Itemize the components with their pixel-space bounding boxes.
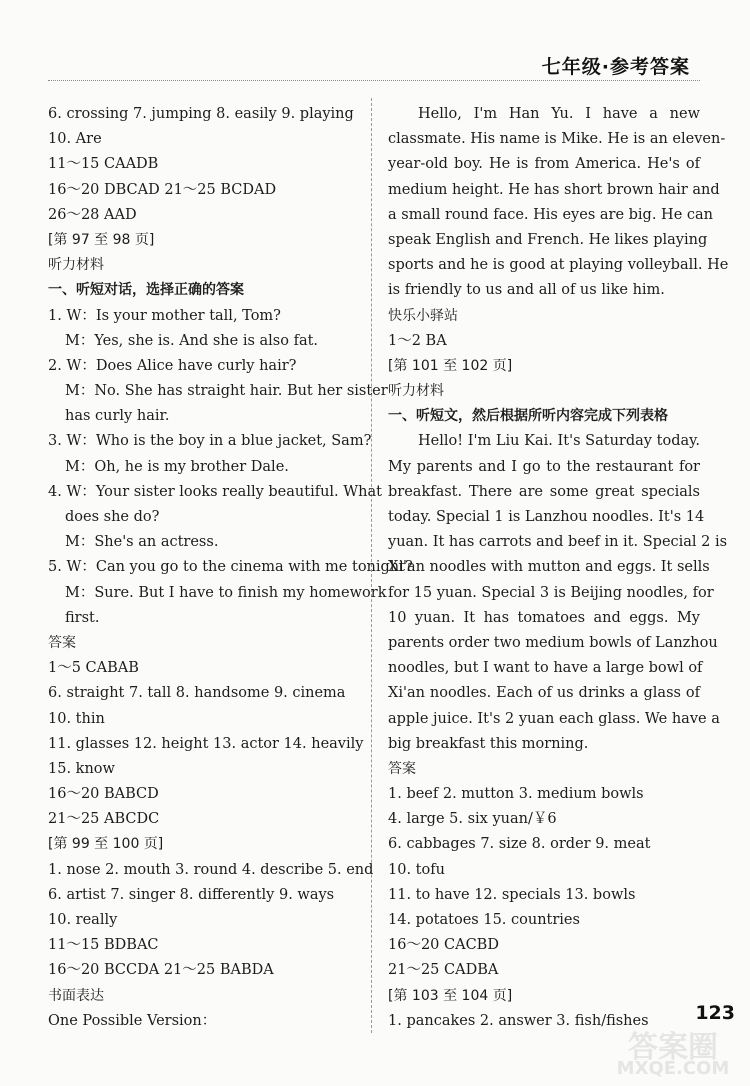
text-line: 1. W：Is your mother tall, Tom? (48, 307, 281, 324)
text-line: medium height. He has short brown hair and (388, 181, 720, 198)
text-line: apple juice. It's 2 yuan each glass. We have a (388, 710, 720, 727)
text-line: M：Yes, she is. And she is also fat. (65, 332, 319, 349)
text-line: 16～20 CACBD (388, 937, 499, 954)
page-number: 123 (695, 1002, 735, 1024)
text-line: 15. know (48, 760, 115, 777)
text-line: 21～25 CADBA (388, 962, 499, 979)
text-line: 1. nose 2. mouth 3. round 4. describe 5. end (48, 861, 374, 878)
text-line: 4. large 5. six yuan/￥6 (388, 811, 557, 828)
text-line: Xi'an noodles with mutton and eggs. It sells (388, 559, 710, 576)
text-line: today. Special 1 is Lanzhou noodles. It's 14 (388, 509, 705, 525)
text-line: breakfast. There are some great specials (388, 483, 700, 500)
watermark-url: MXQE.COM (616, 1058, 730, 1079)
text-line: noodles, but I want to have a large bowl of (388, 660, 703, 677)
text-line: 快乐小驿站 (388, 307, 458, 324)
text-line: 14. potatoes 15. countries (388, 912, 580, 928)
text-line: 听力材料 (388, 383, 444, 400)
text-line: does she do? (65, 509, 160, 525)
text-line: 4. W：Your sister looks really beautiful. What (48, 483, 382, 500)
text-line: yuan. It has carrots and beef in it. Special 2 is (388, 534, 728, 551)
text-line: 5. W：Can you go to the cinema with me tonight? (48, 559, 413, 576)
text-line: 2. W：Does Alice have curly hair? (48, 357, 297, 374)
text-line: One Possible Version： (48, 1012, 217, 1029)
text-line: M：She's an actress. (65, 534, 219, 551)
text-line: [第 101 至 102 页] (388, 357, 513, 374)
text-line: My parents and I go to the restaurant for (388, 458, 700, 475)
text-line: 11. to have 12. specials 13. bowls (388, 886, 636, 903)
text-line: year-old boy. He is from America. He's of (388, 156, 700, 173)
text-line: 1. pancakes 2. answer 3. fish/fishes (388, 1012, 649, 1029)
text-line: 11～15 CAADB (48, 156, 159, 173)
text-line: 10 yuan. It has tomatoes and eggs. My (388, 609, 700, 626)
text-line: 书面表达 (48, 987, 104, 1004)
text-line: [第 99 至 100 页] (48, 836, 164, 853)
text-line: 1～5 CABAB (48, 660, 139, 677)
text-line: M：Sure. But I have to finish my homework (65, 584, 387, 601)
text-line: is friendly to us and all of us like him. (388, 282, 665, 299)
text-line: sports and he is good at playing volleyball. He (388, 257, 729, 274)
text-line: 6. artist 7. singer 8. differently 9. ways (48, 886, 335, 903)
text-line: M：No. She has straight hair. But her sister (65, 383, 388, 400)
text-line: 6. straight 7. tall 8. handsome 9. cinema (48, 685, 346, 702)
text-line: first. (65, 609, 100, 626)
text-line: Hello, I'm Han Yu. I have a new (418, 106, 700, 122)
text-line: classmate. His name is Mike. He is an eleven- (388, 131, 726, 148)
page-header-title: 七年级·参考答案 (541, 56, 690, 78)
text-line: Xi'an noodles. Each of us drinks a glass of (388, 685, 700, 702)
text-line: 答案 (388, 760, 416, 777)
text-line: 一、听短对话，选择正确的答案 (48, 282, 244, 299)
text-line: has curly hair. (65, 408, 170, 425)
text-line: [第 103 至 104 页] (388, 987, 513, 1004)
text-line: parents order two medium bowls of Lanzhou (388, 634, 718, 651)
text-line: speak English and French. He likes playing (388, 231, 708, 248)
text-line: 一、听短文，然后根据所听内容完成下列表格 (388, 408, 668, 425)
text-line: 1. beef 2. mutton 3. medium bowls (388, 786, 644, 803)
text-line: a small round face. His eyes are big. He can (388, 206, 713, 223)
header-divider (48, 80, 700, 81)
text-line: M：Oh, he is my brother Dale. (65, 458, 289, 475)
text-line: 6. crossing 7. jumping 8. easily 9. playing (48, 106, 354, 122)
text-line: 答案 (48, 634, 76, 651)
watermark-text: 答案圈 (628, 1030, 718, 1065)
text-line: for 15 yuan. Special 3 is Beijing noodles, for (388, 584, 714, 601)
text-line: 10. Are (48, 131, 102, 148)
text-line: 6. cabbages 7. size 8. order 9. meat (388, 836, 651, 853)
text-line: 10. really (48, 912, 118, 928)
text-line: 听力材料 (48, 257, 104, 274)
text-line: Hello! I'm Liu Kai. It's Saturday today. (418, 433, 700, 450)
text-line: 16～20 BABCD (48, 786, 159, 803)
text-line: 10. thin (48, 710, 105, 727)
text-line: [第 97 至 98 页] (48, 231, 155, 248)
text-line: 1～2 BA (388, 332, 447, 349)
left-column (48, 102, 413, 1034)
text-line: big breakfast this morning. (388, 735, 589, 752)
text-line: 10. tofu (388, 861, 445, 878)
text-line: 21～25 ABCDC (48, 811, 160, 828)
text-line: 16～20 BCCDA 21～25 BABDA (48, 962, 274, 979)
text-line: 11. glasses 12. height 13. actor 14. heavily (48, 735, 364, 752)
text-line: 11～15 BDBAC (48, 937, 159, 954)
watermark-logo (608, 1022, 738, 1080)
text-line: 16～20 DBCAD 21～25 BCDAD (48, 181, 277, 198)
text-line: 26～28 AAD (48, 206, 137, 223)
text-line: 3. W：Who is the boy in a blue jacket, Sam? (48, 433, 372, 450)
